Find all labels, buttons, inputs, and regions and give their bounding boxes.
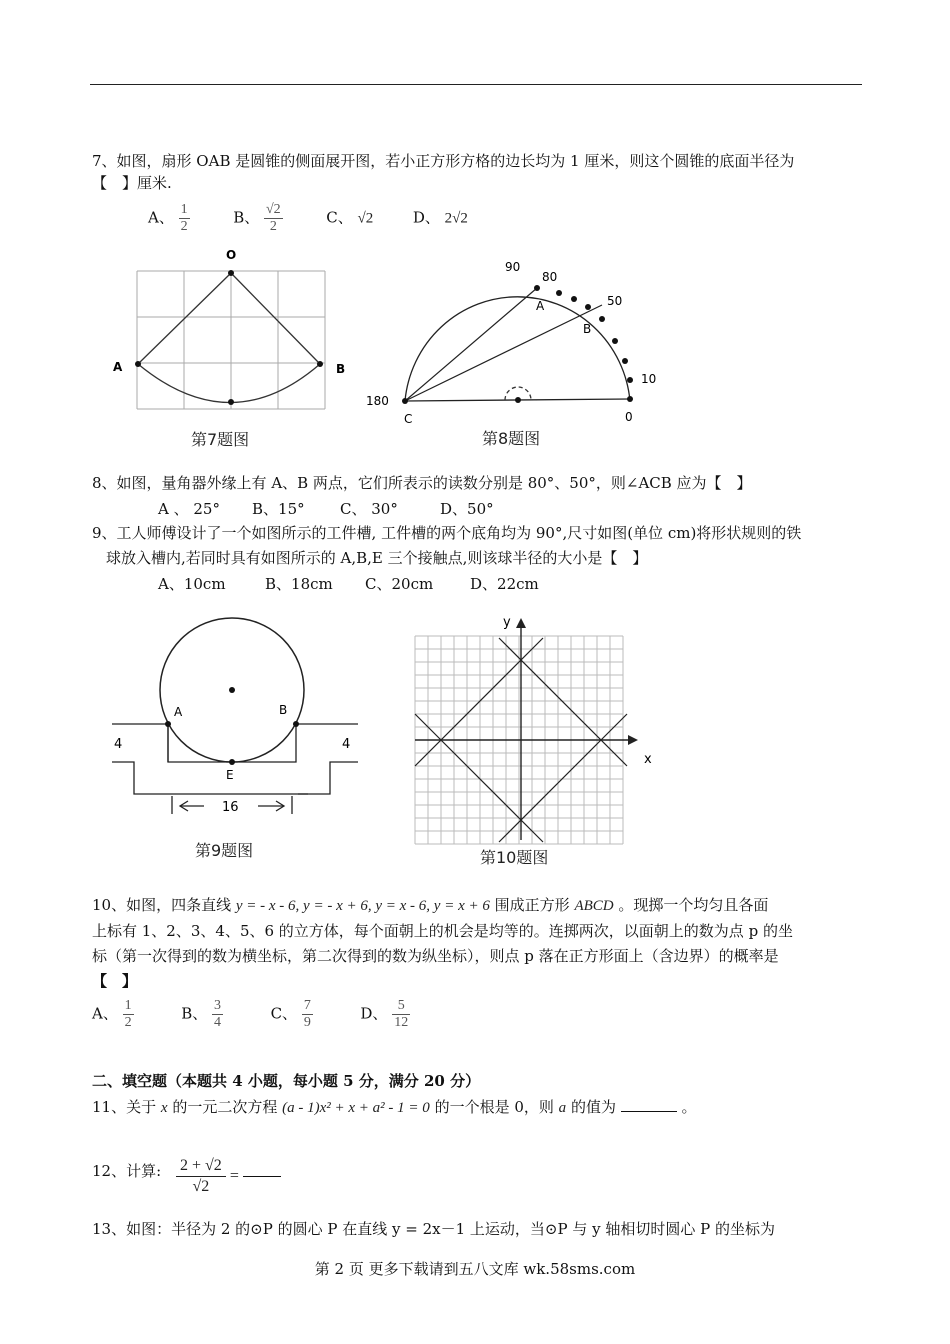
fig8-protractor-arc	[405, 297, 630, 401]
q7-option-c-label: C、	[326, 208, 353, 227]
q8-option-d: D、50°	[440, 500, 494, 518]
figure-8	[360, 255, 670, 455]
q10-options	[92, 998, 410, 1040]
figure-7	[105, 245, 365, 455]
q12-prefix: 12、计算:	[92, 1162, 162, 1180]
q7-text-line2: 【 】厘米.	[92, 174, 172, 192]
fig9-width-label: 16	[222, 800, 239, 815]
frac-den: √2	[176, 1176, 226, 1197]
q11-end: 。	[681, 1098, 697, 1116]
fig8-tick-50: 50	[607, 294, 623, 308]
q11-prefix: 11、关于	[92, 1098, 157, 1116]
frac-num: 5	[397, 998, 405, 1013]
fig8-tick-10: 10	[641, 372, 657, 386]
q11-answer-blank[interactable]	[621, 1111, 677, 1112]
fig8-label-b: B	[583, 322, 592, 336]
frac-num: 1	[124, 998, 132, 1013]
q10-line1	[92, 894, 768, 917]
q7-text-line1: 7、如图，扇形 OAB 是圆锥的侧面展开图，若小正方形方格的边长均为 1 厘米，则这个圆锥的底面半径为	[92, 152, 795, 170]
q7-option-a-fraction	[179, 202, 190, 235]
section2-title: 二、填空题（本题共 4 小题，每小题 5 分，满分 20 分）	[92, 1072, 481, 1090]
frac-num: 3	[214, 998, 221, 1013]
q9-option-c: C、20cm	[365, 575, 434, 593]
frac-num: 2 + √2	[180, 1157, 222, 1174]
q10-option-d-fraction	[392, 998, 410, 1031]
q8-option-a: A 、 25°	[158, 500, 220, 518]
q13-text: 13、如图：半径为 2 的⊙P 的圆心 P 在直线 y = 2x－1 上运动，当⊙P 与 y 轴相切时圆心 P 的坐标为	[92, 1220, 775, 1238]
fig8-caption: 第8题图	[482, 429, 541, 448]
page-footer: 第 2 页 更多下载请到五八文库 wk.58sms.com	[314, 1260, 636, 1278]
fig9-caption: 第9题图	[195, 841, 254, 860]
q10-option-b-label: B、	[181, 1004, 208, 1023]
q10-line4: 【 】	[92, 972, 138, 990]
q8-option-c: C、 30°	[340, 500, 398, 518]
frac-den: 9	[303, 1015, 311, 1030]
fig7-point-o	[228, 270, 234, 276]
fig9-label-e: E	[226, 768, 234, 782]
q10-option-b-fraction	[212, 998, 223, 1031]
fig7-point-b	[317, 361, 323, 367]
frac-num: 7	[303, 998, 311, 1013]
fig10-caption: 第10题图	[480, 848, 549, 867]
q11-mid2: 的一个根是 0，则	[434, 1098, 554, 1116]
q9-option-a: A、10cm	[158, 575, 226, 593]
q11-equation: (a - 1)x² + x + a² - 1 = 0	[282, 1100, 430, 1116]
fig7-point-a	[135, 361, 141, 367]
q12-equals: =	[229, 1167, 239, 1185]
fig8-line-cb	[405, 305, 602, 401]
fig10-label-y: y	[503, 615, 511, 630]
q10-mid: 围成正方形	[494, 896, 570, 914]
q7-option-b-fraction	[264, 202, 283, 235]
q10-option-a-fraction	[123, 998, 134, 1031]
fig8-line-ca	[405, 288, 537, 401]
q9-option-d: D、22cm	[470, 575, 539, 593]
frac-den: 2	[264, 218, 283, 235]
fig7-label-o: O	[226, 248, 237, 262]
q11-var-a: a	[558, 1100, 567, 1116]
q10-suffix: 。现掷一个均匀且各面	[618, 896, 769, 914]
frac-den: 4	[214, 1015, 221, 1030]
fig9-point-b	[293, 721, 299, 727]
fig8-tick-0: 0	[625, 410, 633, 424]
fig7-radius-ob	[231, 273, 320, 364]
q10-line2: 上标有 1、2、3、4、5、6 的立方体，每个面朝上的机会是均等的。连掷两次，以面朝上的数为点 p 的坐	[92, 922, 793, 940]
fig9-dimension-16	[172, 794, 308, 814]
fig7-label-a: A	[113, 360, 123, 374]
fig8-tick-90: 90	[505, 260, 521, 274]
fig9-right-height: 4	[342, 737, 351, 752]
q11-text	[92, 1096, 697, 1119]
fig7-arc-ab	[138, 364, 320, 403]
q11-suffix: 的值为	[570, 1098, 616, 1116]
frac-num: 1	[180, 202, 188, 217]
fig9-label-a: A	[174, 705, 183, 719]
fig10-x-arrow	[628, 735, 638, 745]
q7-options	[148, 202, 468, 242]
frac-num: √2	[266, 202, 281, 217]
fig7-caption: 第7题图	[191, 430, 250, 449]
figure-9	[100, 610, 390, 870]
fig9-point-e	[229, 759, 235, 765]
fig9-label-b: B	[279, 703, 288, 717]
q10-prefix: 10、如图，四条直线	[92, 896, 232, 914]
fig9-left-height: 4	[114, 737, 123, 752]
figure-10	[400, 608, 670, 873]
q7-option-a-label: A、	[148, 208, 174, 227]
q7-option-d-label: D、	[412, 208, 440, 227]
q10-option-c-label: C、	[270, 1004, 298, 1023]
q10-option-d-label: D、	[360, 1004, 388, 1023]
fig10-y-arrow	[516, 618, 526, 628]
fig8-label-c: C	[404, 412, 413, 426]
fig10-label-x: x	[644, 752, 652, 767]
q7-option-b-label: B、	[233, 208, 260, 227]
q8-text: 8、如图，量角器外缘上有 A、B 两点，它们所表示的读数分别是 80°、50°，则∠ACB 应为【 】	[92, 474, 752, 492]
q10-line3: 标（第一次得到的数为横坐标，第二次得到的数为纵坐标），则点 p 落在正方形面上（含边界）的概率是	[92, 947, 779, 965]
fig9-center-dot	[229, 687, 235, 693]
fig8-tick-80: 80	[542, 270, 558, 284]
q10-option-a-label: A、	[92, 1004, 118, 1023]
q9-text-line1: 9、工人师傅设计了一个如图所示的工件槽, 工件槽的两个底角均为 90°,尺寸如图(单位 cm)将形状规则的铁	[92, 524, 802, 542]
q10-option-c-fraction	[302, 998, 313, 1031]
q10-shape: ABCD	[574, 898, 614, 914]
frac-den: 2	[124, 1015, 132, 1030]
header-rule	[90, 84, 862, 85]
fig7-label-b: B	[336, 362, 346, 376]
q12-fraction	[176, 1156, 281, 1197]
q9-text-line2: 球放入槽内,若同时具有如图所示的 A,B,E 三个接触点,则该球半径的大小是【 】	[106, 549, 648, 567]
frac-den: 12	[394, 1015, 409, 1030]
q8-option-b: B、15°	[252, 500, 305, 518]
q11-var-x: x	[160, 1100, 168, 1116]
q9-option-b: B、18cm	[265, 575, 333, 593]
q10-equations: y = - x - 6, y = - x + 6, y = x - 6, y = x + 6	[235, 898, 490, 914]
fig7-point-arc-mid	[228, 399, 234, 405]
fig8-tick-180: 180	[366, 394, 389, 408]
q11-mid1: 的一元二次方程	[172, 1098, 278, 1116]
q7-option-c-value: √2	[357, 210, 374, 227]
fig9-groove	[112, 724, 358, 794]
q12-fraction-body	[176, 1156, 226, 1197]
fig8-label-a: A	[536, 299, 545, 313]
q7-option-d-value: 2√2	[444, 210, 468, 227]
fig9-point-a	[165, 721, 171, 727]
q12-answer-blank[interactable]	[243, 1176, 281, 1177]
frac-den: 2	[180, 219, 188, 234]
